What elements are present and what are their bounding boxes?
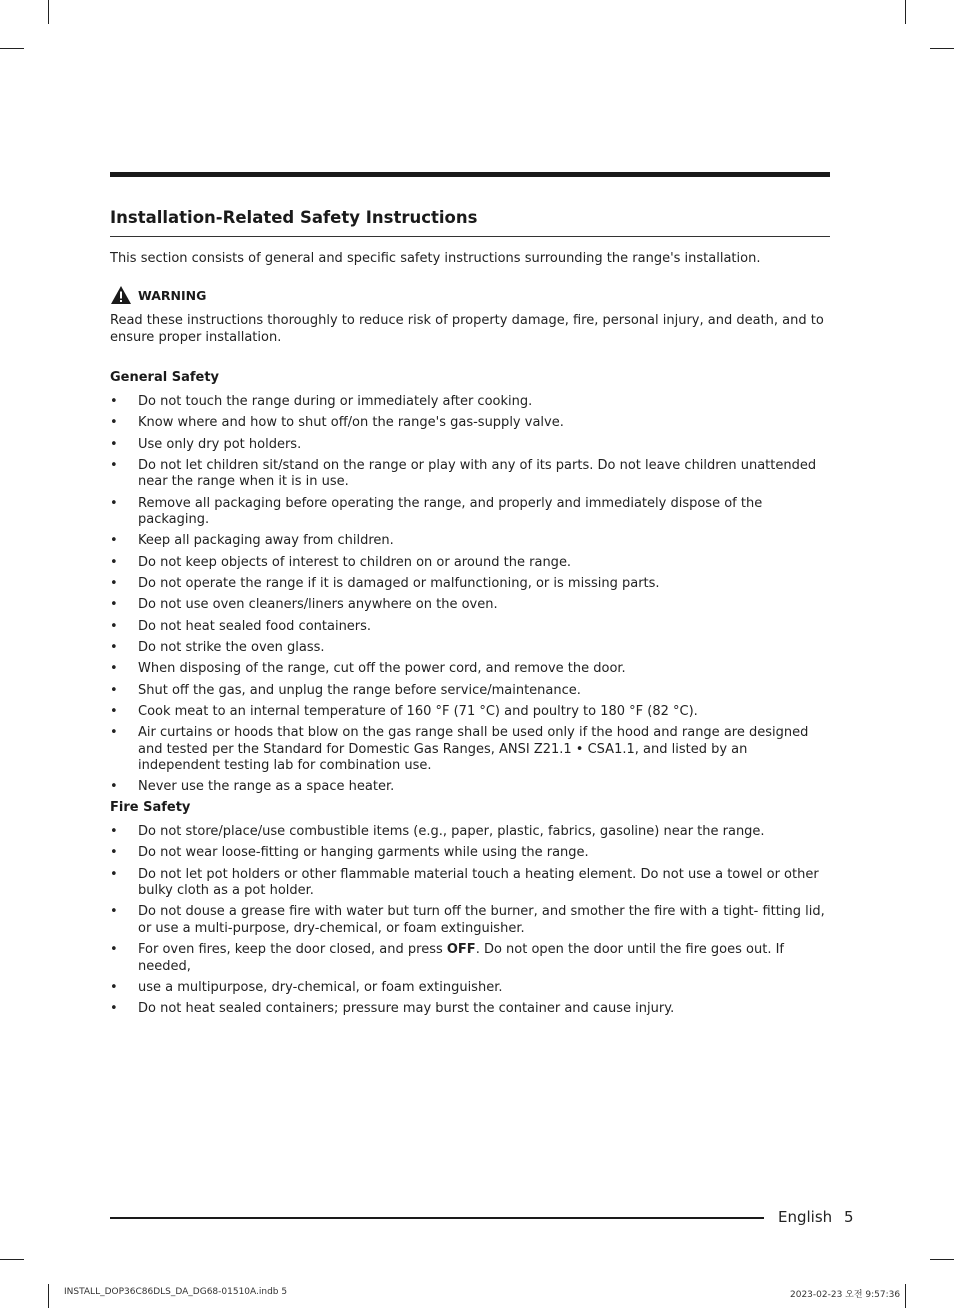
list-item: • Do not keep objects of interest to children on or around the range. (110, 555, 832, 572)
list-item: • Do not let children sit/stand on the range or play with any of its parts. Do not leave children unattended near the range when it is in use. (110, 458, 832, 491)
list-item: • Do not douse a grease fire with water but turn off the burner, and smother the fire with a tight- fitting lid, or use a multi-purpose, dry-chemical, or foam extinguisher. (110, 904, 832, 937)
crop-mark (905, 1284, 906, 1308)
crop-mark (905, 0, 906, 24)
list-item: • use a multipurpose, dry-chemical, or foam extinguisher. (110, 980, 832, 997)
list-item: • Do not use oven cleaners/liners anywhere on the oven. (110, 597, 832, 614)
crop-mark (0, 1259, 24, 1260)
section-title-rule (110, 236, 830, 237)
crop-mark (930, 48, 954, 49)
list-item: • Do not strike the oven glass. (110, 640, 832, 657)
section-intro: This section consists of general and specific safety instructions surrounding the range's installation. (110, 251, 761, 266)
list-item: • Do not heat sealed containers; pressure may burst the container and cause injury. (110, 1001, 832, 1018)
oven-fire-text-after: . Do not open the door until the fire goes out. If needed, (138, 942, 784, 974)
warning-triangle-icon (110, 285, 132, 305)
list-item: • Remove all packaging before operating the range, and properly and immediately dispose of the packaging. (110, 496, 832, 529)
general-safety-list (110, 394, 832, 801)
list-item: • When disposing of the range, cut off the power cord, and remove the door. (110, 661, 832, 678)
oven-fire-text: For oven fires, keep the door closed, and press (138, 942, 447, 958)
section-title: Installation-Related Safety Instructions (110, 208, 478, 227)
crop-mark (48, 0, 49, 24)
list-item-oven-fire (110, 942, 832, 975)
crop-mark (930, 1259, 954, 1260)
print-slug-file: INSTALL_DOP36C86DLS_DA_DG68-01510A.indb 5 (64, 1287, 288, 1297)
crop-mark (0, 48, 24, 49)
print-slug-timestamp: 2023-02-23 오전 9:57:36 (790, 1290, 901, 1300)
off-button-label: OFF (446, 942, 476, 958)
fire-safety-list (110, 824, 832, 1023)
list-item: • Do not heat sealed food containers. (110, 619, 832, 636)
list-item: • Do not touch the range during or immediately after cooking. (110, 394, 832, 411)
warning-text: Read these instructions thoroughly to reduce risk of property damage, fire, personal injury, and death, and to ensure proper installation. (110, 313, 824, 345)
list-item: • Know where and how to shut off/on the range's gas-supply valve. (110, 415, 832, 432)
list-item: • Use only dry pot holders. (110, 437, 832, 454)
crop-mark (48, 1284, 49, 1308)
list-item: • Shut off the gas, and unplug the range before service/maintenance. (110, 683, 832, 700)
warning-label: WARNING (138, 287, 207, 303)
list-item: • Cook meat to an internal temperature of 160 °F (71 °C) and poultry to 180 °F (82 °C). (110, 704, 832, 721)
section-top-rule (110, 172, 830, 177)
general-safety-title: General Safety (110, 370, 220, 385)
list-item: • Do not store/place/use combustible items (e.g., paper, plastic, fabrics, gasoline) near the range. (110, 824, 832, 841)
list-item: • Do not wear loose-fitting or hanging garments while using the range. (110, 845, 832, 862)
list-item: • Keep all packaging away from children. (110, 533, 832, 550)
footer-language: English (778, 1208, 833, 1226)
footer-rule (110, 1217, 764, 1219)
list-item: • Air curtains or hoods that blow on the gas range shall be used only if the hood and range are designed and tested per the Standard for Domestic Gas Ranges, ANSI Z21.1 • CSA1.1, and listed by an independent testing lab for combination use. (110, 725, 832, 775)
list-item: • Do not let pot holders or other flammable material touch a heating element. Do not use a towel or other bulky cloth as a pot holder. (110, 867, 832, 900)
list-item: • Do not operate the range if it is damaged or malfunctioning, or is missing parts. (110, 576, 832, 593)
warning-heading (110, 284, 206, 306)
list-item: • Never use the range as a space heater. (110, 779, 832, 796)
page-number: 5 (844, 1208, 854, 1226)
fire-safety-title: Fire Safety (110, 800, 191, 815)
